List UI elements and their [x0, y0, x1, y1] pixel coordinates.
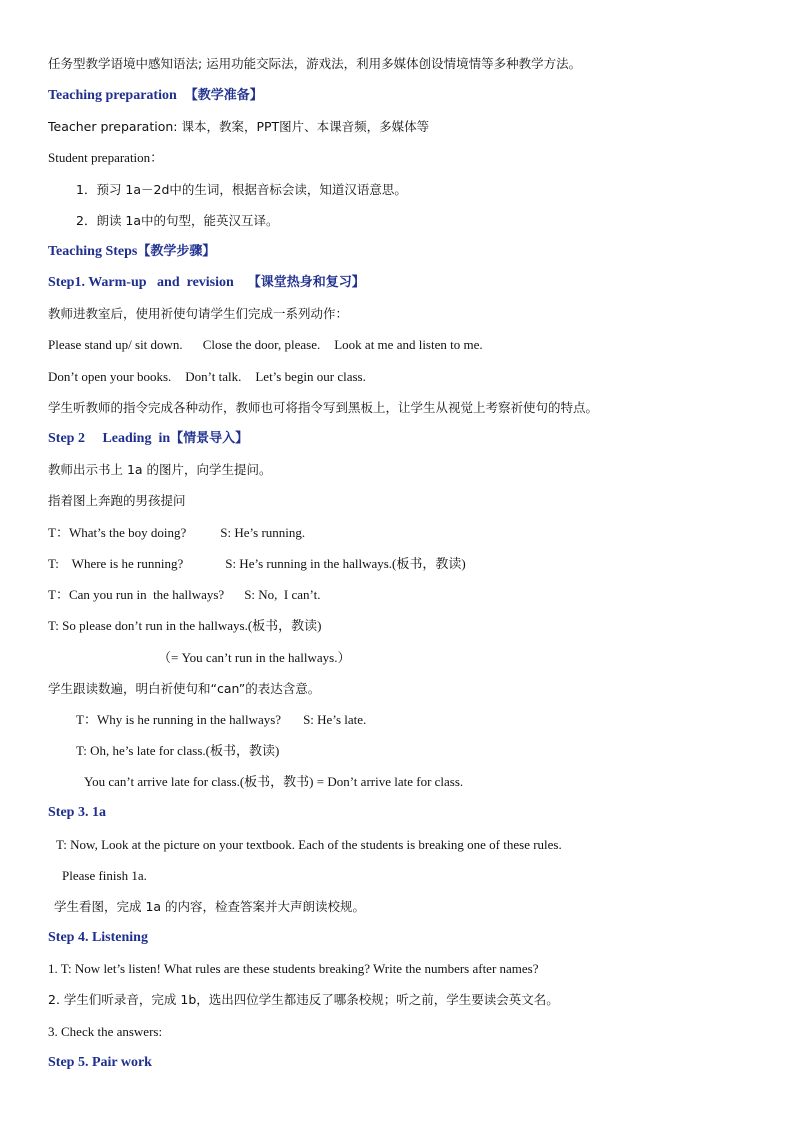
rule-equivalence: You can’t arrive late for class.(板书，教书) = Don’t arrive late for class.: [84, 774, 464, 789]
heading-en: Teaching preparation: [48, 88, 177, 103]
step-2-instruction-2: 指着图上奔跑的男孩提问: [48, 493, 186, 508]
step-3-teacher-line: T: Now, Look at the picture on your textbook. Each of the students is breaking one of these rules.: [56, 837, 562, 852]
heading-en: Step1. Warm-up and revision: [48, 275, 234, 290]
step-4-heading: Step 4. Listening: [48, 930, 148, 945]
step-4-item-3: 3. Check the answers:: [48, 1024, 163, 1039]
student-prep-item-1: 1．预习 1a－2d中的生词，根据音标会读，知道汉语意思。: [76, 182, 407, 197]
section-heading-teaching-steps: [48, 243, 215, 261]
heading-zh: 【教学步骤】: [137, 244, 216, 259]
equivalent-note: （= You can’t run in the hallways.）: [158, 650, 351, 665]
step-2-note: 学生跟读数遍，明白祈使句和“can”的表达含意。: [48, 681, 321, 696]
student-line: S: He’s late.: [303, 712, 367, 727]
command: Let’s begin our class.: [255, 369, 366, 384]
step-4-item-1: 1. T: Now let’s listen! What rules are these students breaking? Write the numbers after names?: [48, 961, 539, 976]
step-1-heading: [48, 274, 365, 292]
teacher-line: T：Can you run in the hallways?: [48, 587, 225, 602]
step-3-heading: Step 3. 1a: [48, 805, 106, 820]
command: Don’t talk.: [185, 369, 242, 384]
command: Look at me and listen to me.: [334, 337, 483, 352]
teacher-preparation: Teacher preparation: 课本，教案，PPT图片、本课音频，多媒体等: [48, 119, 430, 134]
student-line: S: He’s running in the hallways.(板书，教读): [225, 556, 466, 571]
heading-en: Teaching Steps: [48, 244, 138, 259]
step-3-note: 学生看图，完成 1a 的内容，检查答案并大声朗读校规。: [54, 899, 366, 914]
student-prep-item-2: 2．朗读 1a中的句型，能英汉互译。: [76, 213, 279, 228]
step-4-item-2: 2. 学生们听录音，完成 1b，选出四位学生都违反了哪条校规；听之前，学生要读会英文名。: [48, 992, 559, 1007]
dialogue-row: [48, 524, 305, 542]
step-2-instruction: 教师出示书上 1a 的图片，向学生提问。: [48, 462, 272, 477]
heading-zh: 【课堂热身和复习】: [247, 275, 365, 290]
step-2-heading: [48, 430, 248, 448]
heading-en: Step 2 Leading in: [48, 431, 171, 446]
step-1-instruction: 教师进教室后，使用祈使句请学生们完成一系列动作：: [48, 306, 349, 321]
section-heading-teaching-preparation: [48, 87, 263, 105]
teacher-line: T: Oh, he’s late for class.(板书，教读): [76, 743, 280, 758]
heading-zh: 【教学准备】: [184, 88, 263, 103]
method-line: 任务型教学语境中感知语法; 运用功能交际法，游戏法，利用多媒体创设情境情等多种教学方法。: [48, 56, 582, 71]
student-line: S: No, I can’t.: [244, 587, 321, 602]
command-row-2: [48, 368, 366, 386]
dialogue-row: [48, 586, 321, 604]
command-row-1: [48, 336, 483, 354]
step-3-instruction: Please finish 1a.: [62, 868, 147, 883]
command: Close the door, please.: [202, 337, 321, 352]
student-line: S: He’s running.: [220, 525, 306, 540]
teacher-line: T：What’s the boy doing?: [48, 525, 187, 540]
heading-zh: 【情景导入】: [170, 431, 249, 446]
student-preparation-label: Student preparation：: [48, 150, 164, 165]
teacher-line: T：Why is he running in the hallways?: [76, 712, 282, 727]
dialogue-row: [76, 711, 366, 729]
teacher-line: T: So please don’t run in the hallways.(板书，教读): [48, 618, 322, 633]
step-5-heading: Step 5. Pair work: [48, 1055, 152, 1070]
command: Please stand up/ sit down.: [48, 337, 183, 352]
command: Don’t open your books.: [48, 369, 172, 384]
dialogue-row: [48, 555, 466, 573]
step-1-note: 学生听教师的指令完成各种动作，教师也可将指令写到黑板上，让学生从视觉上考察祈使句的特点。: [48, 400, 599, 415]
teacher-line: T: Where is he running?: [48, 556, 184, 571]
